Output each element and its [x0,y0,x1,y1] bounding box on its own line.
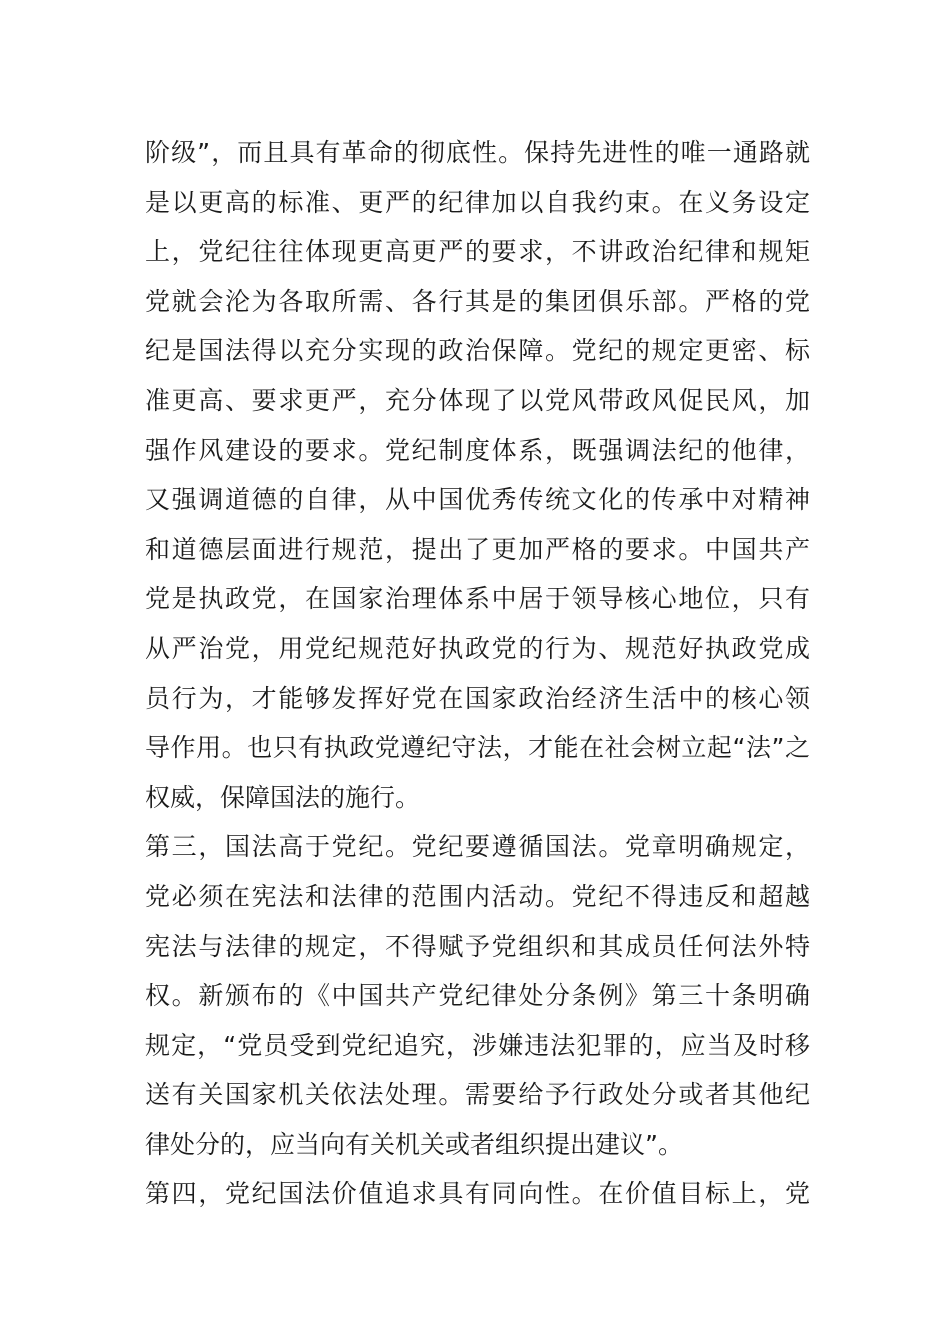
text-line: 又强调道德的自律，从中国优秀传统文化的传承中对精神 [145,485,810,515]
text-line: 强作风建设的要求。党纪制度体系，既强调法纪的他律， [145,435,810,465]
text-line: 送有关国家机关依法处理。需要给予行政处分或者其他纪 [145,1080,810,1110]
text-line: 是以更高的标准、更严的纪律加以自我约束。在义务设定 [145,187,810,217]
text-line: 第四，党纪国法价值追求具有同向性。在价值目标上，党 [145,1179,810,1209]
text-line: 第三，国法高于党纪。党纪要遵循国法。党章明确规定， [145,832,810,862]
text-line: 规定，“党员受到党纪追究，涉嫌违法犯罪的，应当及时移 [145,1030,810,1060]
text-line: 党必须在宪法和法律的范围内活动。党纪不得违反和超越 [145,881,810,911]
text-line: 律处分的，应当向有关机关或者组织提出建议”。 [145,1129,683,1159]
body-text [145,128,810,1219]
text-line: 权。新颁布的《中国共产党纪律处分条例》第三十条明确 [145,981,810,1011]
text-line: 宪法与法律的规定，不得赋予党组织和其成员任何法外特 [145,931,810,961]
text-line: 导作用。也只有执政党遵纪守法，才能在社会树立起“法”之 [145,733,810,763]
text-line: 党就会沦为各取所需、各行其是的集团俱乐部。严格的党 [145,286,810,316]
text-line: 上，党纪往往体现更高更严的要求，不讲政治纪律和规矩 [145,237,810,267]
text-line: 权威，保障国法的施行。 [145,782,421,812]
text-line: 纪是国法得以充分实现的政治保障。党纪的规定更密、标 [145,336,810,366]
text-line: 员行为，才能够发挥好党在国家政治经济生活中的核心领 [145,683,810,713]
text-line: 和道德层面进行规范，提出了更加严格的要求。中国共产 [145,534,810,564]
text-line: 从严治党，用党纪规范好执政党的行为、规范好执政党成 [145,633,810,663]
text-line: 阶级”，而且具有革命的彻底性。保持先进性的唯一通路就 [145,138,810,167]
text-line: 党是执政党，在国家治理体系中居于领导核心地位，只有 [145,584,810,614]
text-line: 准更高、要求更严，充分体现了以党风带政风促民风，加 [145,385,810,415]
